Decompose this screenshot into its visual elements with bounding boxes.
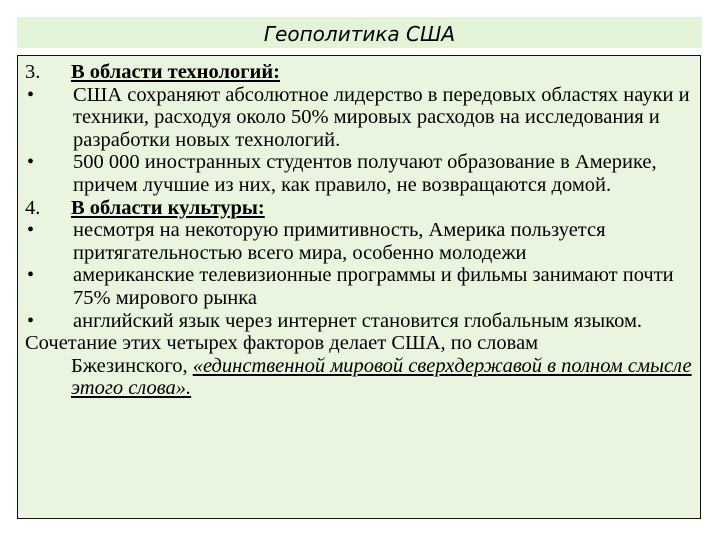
bullet-text: США сохраняют абсолютное лидерство в передовых областях науки и техники, расходуя около 50% мировых расходов на исследования и разработки новых технологий. bbox=[73, 83, 690, 151]
content-text bbox=[25, 61, 697, 400]
section-heading-text: В области технологий: bbox=[71, 61, 280, 83]
section-heading bbox=[25, 61, 697, 84]
bullet-text: 500 000 иностранных студентов получают образование в Америке, причем лучшие из них, как правило, не возвращаются домой. bbox=[73, 151, 657, 196]
bullet-item bbox=[25, 84, 697, 152]
section-number: 4. bbox=[25, 196, 41, 219]
bullet-item bbox=[25, 151, 697, 196]
content-box bbox=[17, 55, 701, 519]
bullet-icon: • bbox=[27, 264, 35, 287]
bullet-icon: • bbox=[27, 151, 35, 174]
bullet-item bbox=[25, 310, 697, 333]
section-heading-text: В области культуры: bbox=[71, 196, 265, 219]
bullet-text: несмотря на некоторую примитивность, Америка пользуется притягательностью всего мира, особенно молодежи bbox=[73, 219, 606, 264]
section-number: 3. bbox=[25, 61, 41, 83]
bullet-item bbox=[25, 219, 697, 264]
conclusion-emphasis: «единственной мировой сверхдержавой в полном смысле этого слова». bbox=[71, 354, 692, 400]
conclusion-prefix: Бжезинского, bbox=[71, 354, 193, 377]
bullet-item bbox=[25, 264, 697, 309]
conclusion-paragraph bbox=[25, 332, 697, 400]
slide-title: Геополитика США bbox=[17, 17, 702, 48]
bullet-icon: • bbox=[27, 309, 35, 332]
conclusion-line: Сочетание этих четырех факторов делает США, по словам bbox=[25, 332, 539, 355]
bullet-text: английский язык через интернет становится глобальным языком. bbox=[73, 309, 643, 332]
conclusion-continuation bbox=[25, 355, 697, 400]
bullet-text: американские телевизионные программы и фильмы занимают почти 75% мирового рынка bbox=[73, 264, 674, 309]
bullet-icon: • bbox=[27, 83, 35, 106]
bullet-icon: • bbox=[27, 219, 35, 242]
section-heading bbox=[25, 197, 697, 220]
